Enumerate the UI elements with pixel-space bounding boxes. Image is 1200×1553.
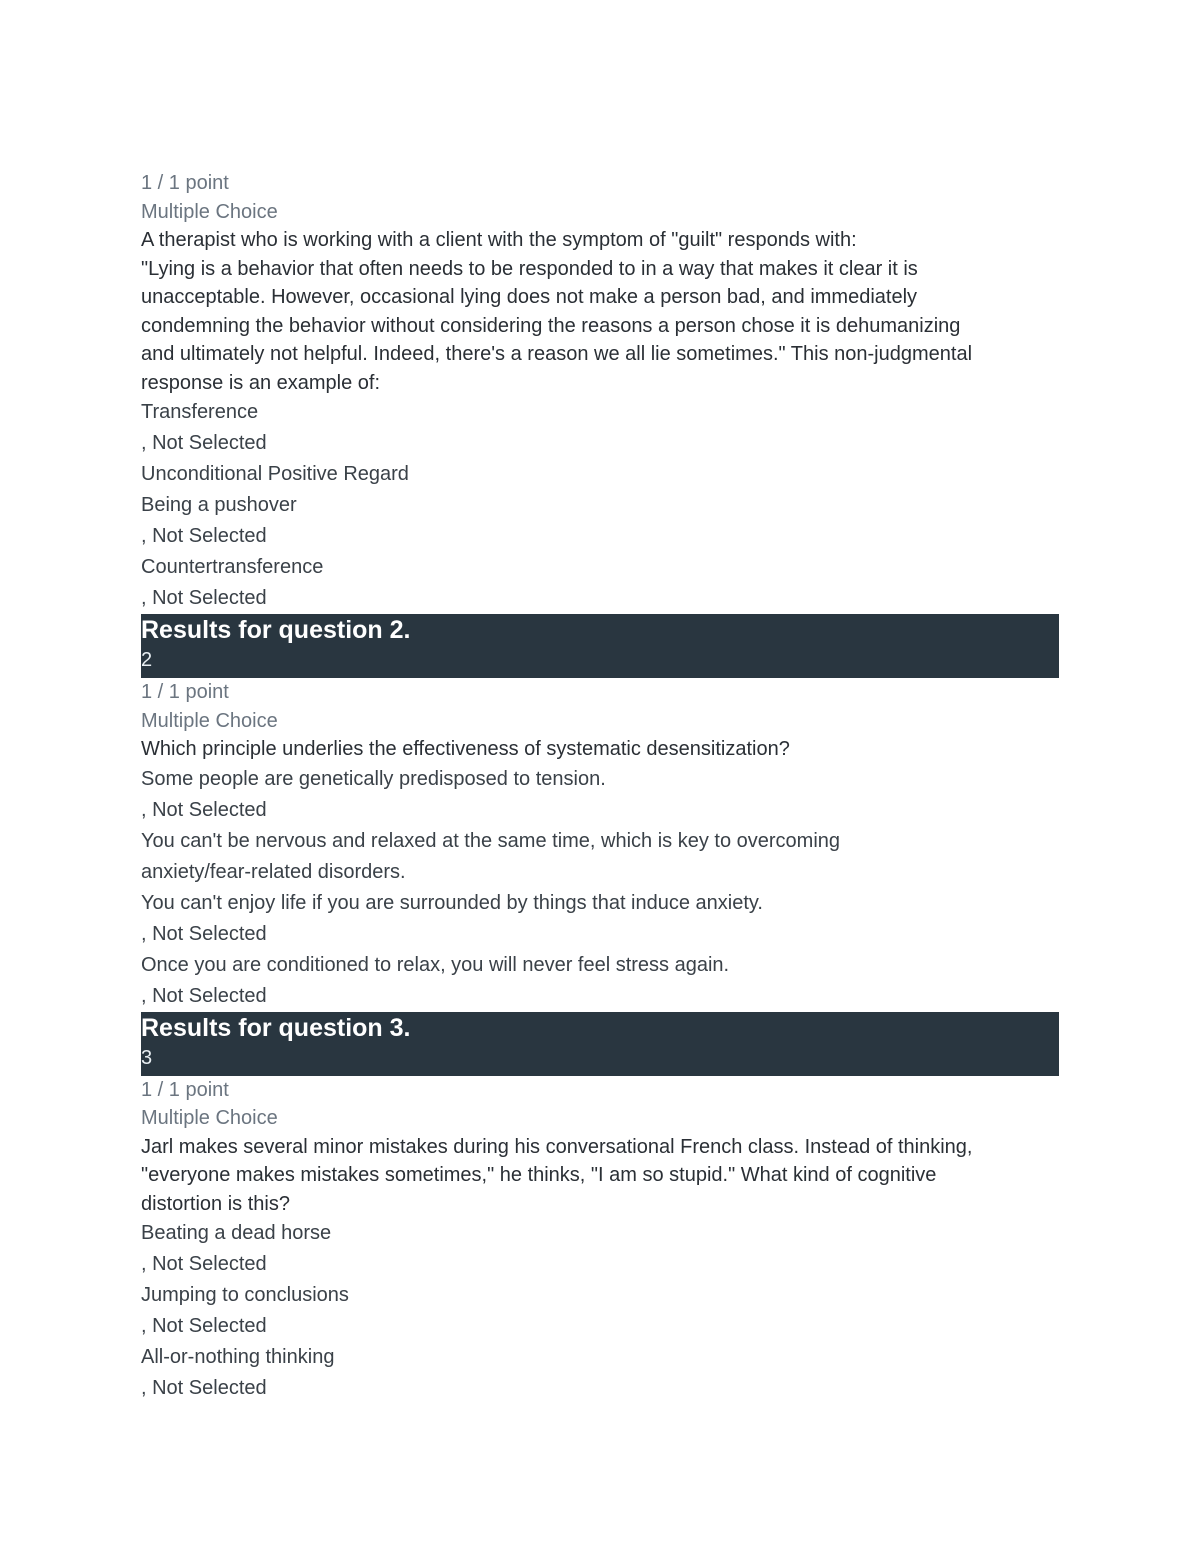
stem-line: distortion is this? <box>141 1192 290 1215</box>
question-type: Multiple Choice <box>141 709 278 732</box>
question-2 <box>141 614 1059 1012</box>
question-stem <box>141 226 1059 397</box>
stem-line: A therapist who is working with a client with the symptom of "guilt" responds with: <box>141 229 857 251</box>
stem-line: Jarl makes several minor mistakes during his conversational French class. Instead of thinking, <box>141 1135 973 1158</box>
selection-status: , Not Selected <box>141 922 267 945</box>
answer-options <box>141 1218 1059 1404</box>
answer-options <box>141 764 1059 1012</box>
answer-option: Beating a dead horse <box>141 1222 332 1244</box>
points-label: 1 / 1 point <box>141 1078 229 1101</box>
question-1 <box>141 169 1059 614</box>
answer-option: Once you are conditioned to relax, you will never feel stress again. <box>141 953 730 976</box>
selection-status: , Not Selected <box>141 525 267 547</box>
selection-status: , Not Selected <box>141 1315 267 1337</box>
stem-line: and ultimately not helpful. Indeed, there's a reason we all lie sometimes." This non-judgmental <box>141 343 973 365</box>
stem-line: "Lying is a behavior that often needs to be responded to in a way that makes it clear it is <box>141 257 918 280</box>
question-type: Multiple Choice <box>141 1107 278 1129</box>
selection-status: , Not Selected <box>141 432 267 454</box>
answer-option: You can't be nervous and relaxed at the same time, which is key to overcoming <box>141 829 841 852</box>
question-type: Multiple Choice <box>141 200 278 223</box>
banner-title: Results for question 3. <box>141 1013 411 1042</box>
answer-option: Countertransference <box>141 556 324 578</box>
selection-status: , Not Selected <box>141 587 267 609</box>
question-results-banner <box>141 614 1059 678</box>
answer-option: Transference <box>141 401 259 423</box>
answer-option: All-or-nothing thinking <box>141 1346 335 1368</box>
answer-option-continued: anxiety/fear-related disorders. <box>141 860 406 883</box>
question-stem <box>141 1133 1059 1219</box>
points-label: 1 / 1 point <box>141 681 229 703</box>
question-number: 2 <box>141 649 153 671</box>
question-stem: Which principle underlies the effectiveness of systematic desensitization? <box>141 738 790 760</box>
quiz-results-page <box>141 169 1059 1404</box>
answer-option: Being a pushover <box>141 494 297 516</box>
selection-status: , Not Selected <box>141 984 267 1007</box>
selection-status: , Not Selected <box>141 1253 267 1275</box>
question-3 <box>141 1012 1059 1405</box>
answer-option: Some people are genetically predisposed to tension. <box>141 767 606 790</box>
answer-option: Unconditional Positive Regard <box>141 463 409 485</box>
stem-line: condemning the behavior without considering the reasons a person chose it is dehumanizing <box>141 314 961 337</box>
answer-options <box>141 397 1059 614</box>
stem-line: "everyone makes mistakes sometimes," he thinks, "I am so stupid." What kind of cognitive <box>141 1164 937 1186</box>
selection-status: , Not Selected <box>141 1377 267 1399</box>
question-number: 3 <box>141 1046 153 1069</box>
answer-option: You can't enjoy life if you are surrounded by things that induce anxiety. <box>141 891 763 914</box>
stem-line: response is an example of: <box>141 371 381 394</box>
stem-line: unacceptable. However, occasional lying does not make a person bad, and immediately <box>141 286 918 308</box>
answer-option: Jumping to conclusions <box>141 1284 349 1306</box>
points-label: 1 / 1 point <box>141 172 229 194</box>
selection-status: , Not Selected <box>141 798 267 821</box>
banner-title: Results for question 2. <box>141 616 411 644</box>
question-results-banner <box>141 1012 1059 1076</box>
